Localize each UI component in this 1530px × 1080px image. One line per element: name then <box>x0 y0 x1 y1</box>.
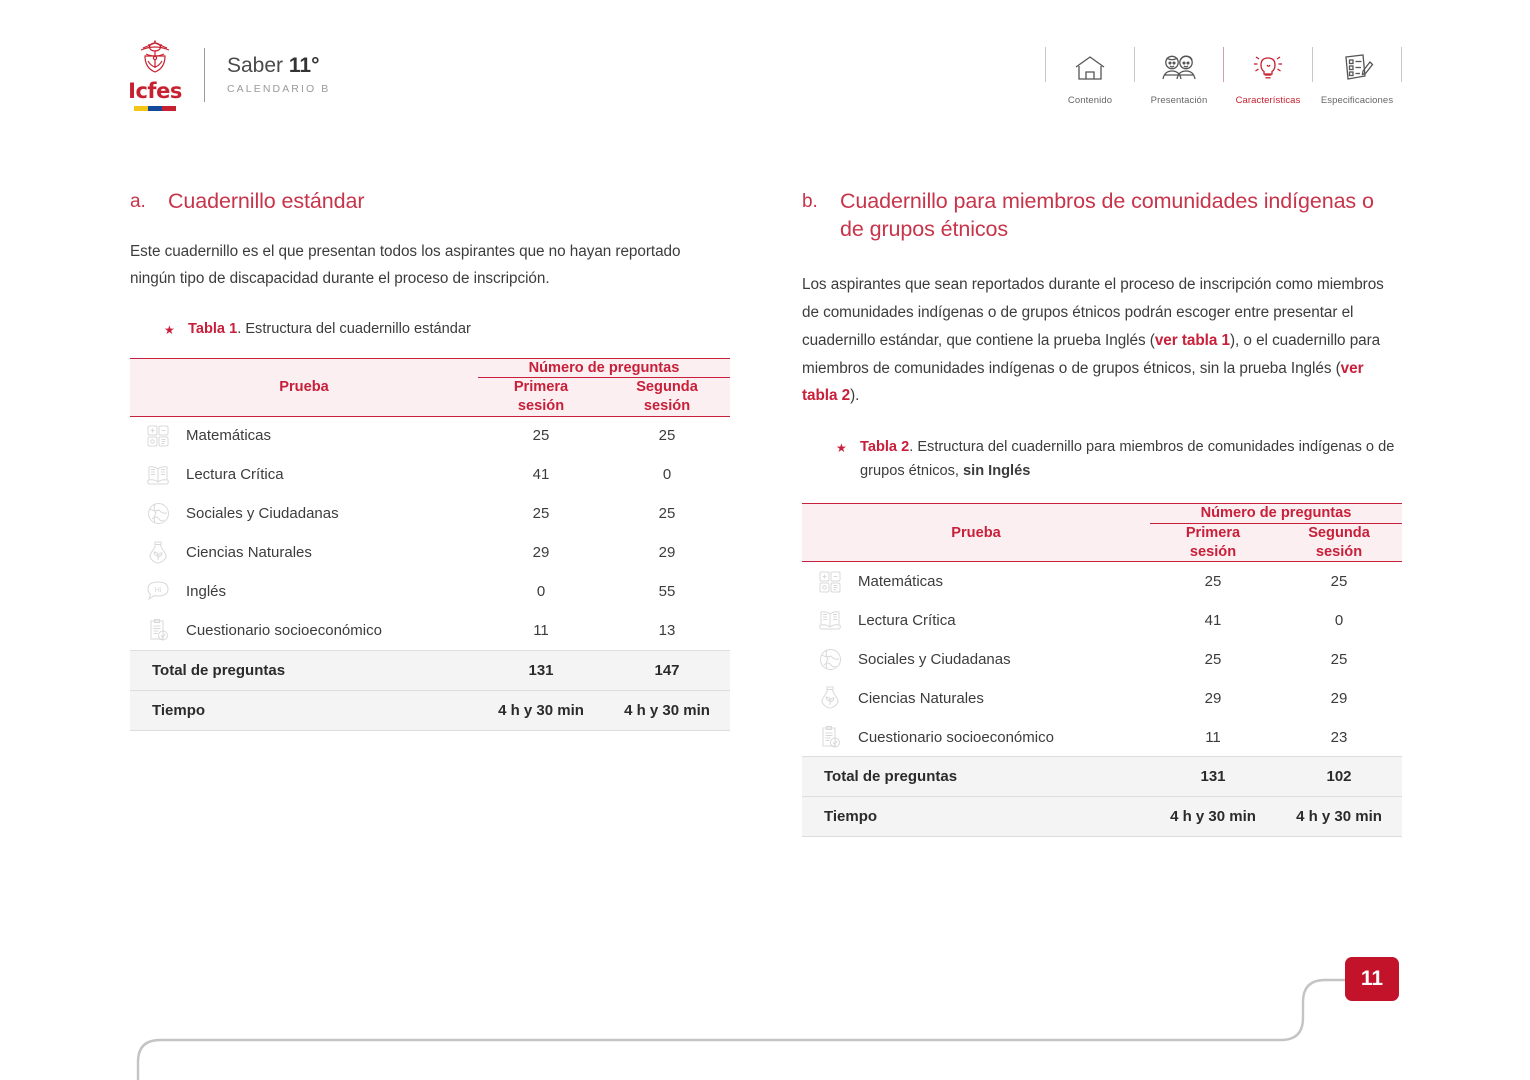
nav-label: Contenido <box>1067 95 1113 106</box>
table-row <box>802 562 1402 601</box>
table-row <box>130 611 730 650</box>
row-label: Cuestionario socioeconómico <box>858 728 1054 746</box>
table-1-body <box>130 416 730 730</box>
table-row <box>130 494 730 533</box>
column-header-prueba: Prueba <box>279 378 329 395</box>
section-title: Cuadernillo para miembros de comunidades indígenas o de grupos étnicos <box>840 189 1374 241</box>
icfes-wordmark: Icfes <box>128 79 182 103</box>
column-header-group: Número de preguntas <box>478 358 730 378</box>
calculator-icon <box>130 416 186 455</box>
open-book-icon <box>130 455 186 494</box>
nav-item-contenido[interactable] <box>1046 45 1134 106</box>
row-value-s2: 13 <box>658 621 676 639</box>
column-header-segunda-sesion: Segunda sesión <box>636 379 698 414</box>
row-value-s2: 0 <box>1334 611 1344 629</box>
row-label: Matemáticas <box>186 427 272 445</box>
page-number-badge: 11 <box>1345 957 1399 1001</box>
table-row <box>802 640 1402 679</box>
row-label: Ciencias Naturales <box>858 689 984 707</box>
brand-title-block <box>227 54 330 94</box>
time-value-s1: 4 h y 30 min <box>1150 797 1276 837</box>
footer-decoration-line <box>0 940 1530 1080</box>
section-heading <box>130 188 730 216</box>
row-label: Lectura Crítica <box>186 466 284 484</box>
time-value-s2: 4 h y 30 min <box>1276 797 1402 837</box>
row-label: Inglés <box>186 583 227 601</box>
total-value-s1: 131 <box>478 650 604 690</box>
colombia-flag-bar <box>134 106 176 111</box>
ref-tabla-1[interactable]: ver tabla 1 <box>1154 331 1230 349</box>
table-row <box>130 572 730 611</box>
total-value-s2: 147 <box>604 650 730 690</box>
ref-tabla-2[interactable]: ver tabla 2 <box>802 359 1364 405</box>
table-time-row <box>802 797 1402 837</box>
home-icon <box>1073 47 1107 89</box>
table-2-caption <box>802 436 1402 483</box>
row-value-s2: 29 <box>658 544 676 562</box>
column-header-group: Número de preguntas <box>1150 504 1402 524</box>
row-value-s2: 55 <box>658 583 676 601</box>
total-label: Total de preguntas <box>802 757 1150 797</box>
caption-number: Tabla 2 <box>860 439 910 456</box>
table-row <box>130 416 730 455</box>
row-value-s2: 25 <box>1330 650 1348 668</box>
top-navigation <box>1045 45 1402 106</box>
row-value-s1: 29 <box>1204 689 1222 707</box>
table-2-body <box>802 562 1402 837</box>
section-letter: a. <box>130 191 146 212</box>
row-value-s2: 25 <box>658 427 676 445</box>
section-heading <box>802 188 1402 243</box>
row-value-s1: 41 <box>532 466 550 484</box>
table-row <box>130 455 730 494</box>
svg-text:Hi: Hi <box>154 587 162 595</box>
total-value-s1: 131 <box>1150 757 1276 797</box>
row-label: Ciencias Naturales <box>186 544 312 562</box>
page-subtitle: CALENDARIO B <box>227 82 331 95</box>
row-value-s1: 11 <box>533 621 549 639</box>
row-value-s1: 25 <box>532 505 550 523</box>
time-value-s1: 4 h y 30 min <box>478 690 604 730</box>
row-label: Sociales y Ciudadanas <box>186 505 339 523</box>
section-cuadernillo-estandar <box>130 188 730 731</box>
row-label: Matemáticas <box>858 573 944 591</box>
column-header-prueba: Prueba <box>951 524 1001 541</box>
caption-text: . Estructura del cuadernillo para miembros de comunidades indígenas o de grupos étnicos, <box>860 439 1395 479</box>
table-total-row <box>802 757 1402 797</box>
table-row <box>802 718 1402 757</box>
nav-item-caracteristicas[interactable] <box>1224 45 1312 106</box>
nav-item-presentacion[interactable] <box>1135 45 1223 106</box>
row-value-s2: 25 <box>658 505 676 523</box>
people-icon <box>1159 47 1199 89</box>
caption-text: . Estructura del cuadernillo estándar <box>237 320 471 337</box>
nav-divider <box>1401 47 1402 82</box>
table-2-cuadernillo-indigenas <box>802 503 1402 837</box>
lightbulb-icon <box>1252 47 1284 89</box>
paragraph-part-1: Los aspirantes que sean reportados durante el proceso de inscripción como miembros de comunidades indígenas o de grupos étnicos podrán escoger entre presentar el cuadernillo estándar, que contiene la prueba Inglés ( <box>802 276 1384 349</box>
table-header-group-row <box>130 358 730 378</box>
time-value-s2: 4 h y 30 min <box>604 690 730 730</box>
flask-plant-icon <box>130 533 186 572</box>
star-bullet-icon: ★ <box>836 441 847 456</box>
column-header-primera-sesion: Primera sesión <box>513 379 569 414</box>
section-paragraph <box>802 271 1402 410</box>
brand-lockup <box>126 38 330 111</box>
row-label: Cuestionario socioeconómico <box>186 621 382 639</box>
row-value-s1: 29 <box>532 544 550 562</box>
brand-divider <box>204 48 205 102</box>
column-header-primera-sesion: Primera sesión <box>1185 525 1241 560</box>
globe-icon <box>130 494 186 533</box>
row-label: Lectura Crítica <box>858 611 956 629</box>
table-row <box>802 601 1402 640</box>
caption-number: Tabla 1 <box>188 320 238 337</box>
row-value-s1: 41 <box>1204 611 1222 629</box>
row-value-s2: 23 <box>1330 728 1348 746</box>
total-label: Total de preguntas <box>130 650 478 690</box>
time-label: Tiempo <box>130 690 478 730</box>
row-value-s1: 11 <box>1205 728 1221 746</box>
section-cuadernillo-indigenas <box>802 188 1402 837</box>
paragraph-part-3: ). <box>850 387 860 405</box>
table-time-row <box>130 690 730 730</box>
row-value-s1: 25 <box>1204 650 1222 668</box>
colombia-crest-icon <box>135 38 175 80</box>
row-value-s1: 0 <box>536 583 546 601</box>
row-value-s2: 0 <box>662 466 672 484</box>
page-title <box>227 54 330 78</box>
row-label: Sociales y Ciudadanas <box>858 650 1011 668</box>
clipboard-check-icon <box>802 718 858 757</box>
icfes-logo <box>126 38 184 111</box>
speech-bubble-hi-icon <box>130 572 186 611</box>
row-value-s1: 25 <box>1204 573 1222 591</box>
table-1-cuadernillo-estandar <box>130 358 730 731</box>
table-row <box>802 679 1402 718</box>
section-paragraph: Este cuadernillo es el que presentan todos los aspirantes que no hayan reportado ningún tipo de discapacidad durante el proceso de inscripción. <box>130 242 681 287</box>
nav-label: Presentación <box>1150 95 1208 106</box>
page-header <box>0 0 1530 140</box>
table-header-group-row <box>802 504 1402 524</box>
nav-item-especificaciones[interactable] <box>1313 45 1401 106</box>
total-value-s2: 102 <box>1276 757 1402 797</box>
paragraph-part-2: ), o el cuadernillo para miembros de comunidades indígenas o de grupos étnicos, sin la prueba Inglés ( <box>802 331 1381 377</box>
nav-label: Especificaciones <box>1320 95 1394 106</box>
table-total-row <box>130 650 730 690</box>
row-value-s1: 25 <box>532 427 550 445</box>
globe-icon <box>802 640 858 679</box>
title-main: Saber <box>227 54 289 78</box>
clipboard-check-icon <box>130 611 186 650</box>
row-value-s2: 25 <box>1330 573 1348 591</box>
caption-bold-tail: sin Inglés <box>963 462 1031 479</box>
star-bullet-icon: ★ <box>164 322 175 337</box>
section-title: Cuadernillo estándar <box>168 189 365 213</box>
flask-plant-icon <box>802 679 858 718</box>
section-letter: b. <box>802 191 818 212</box>
time-label: Tiempo <box>802 797 1150 837</box>
column-header-segunda-sesion: Segunda sesión <box>1308 525 1370 560</box>
checklist-icon <box>1339 47 1375 89</box>
row-value-s2: 29 <box>1330 689 1348 707</box>
open-book-icon <box>802 601 858 640</box>
calculator-icon <box>802 562 858 601</box>
nav-label: Características <box>1235 95 1301 106</box>
table-row <box>130 533 730 572</box>
table-1-caption <box>130 318 730 342</box>
title-grade: 11° <box>288 54 320 78</box>
